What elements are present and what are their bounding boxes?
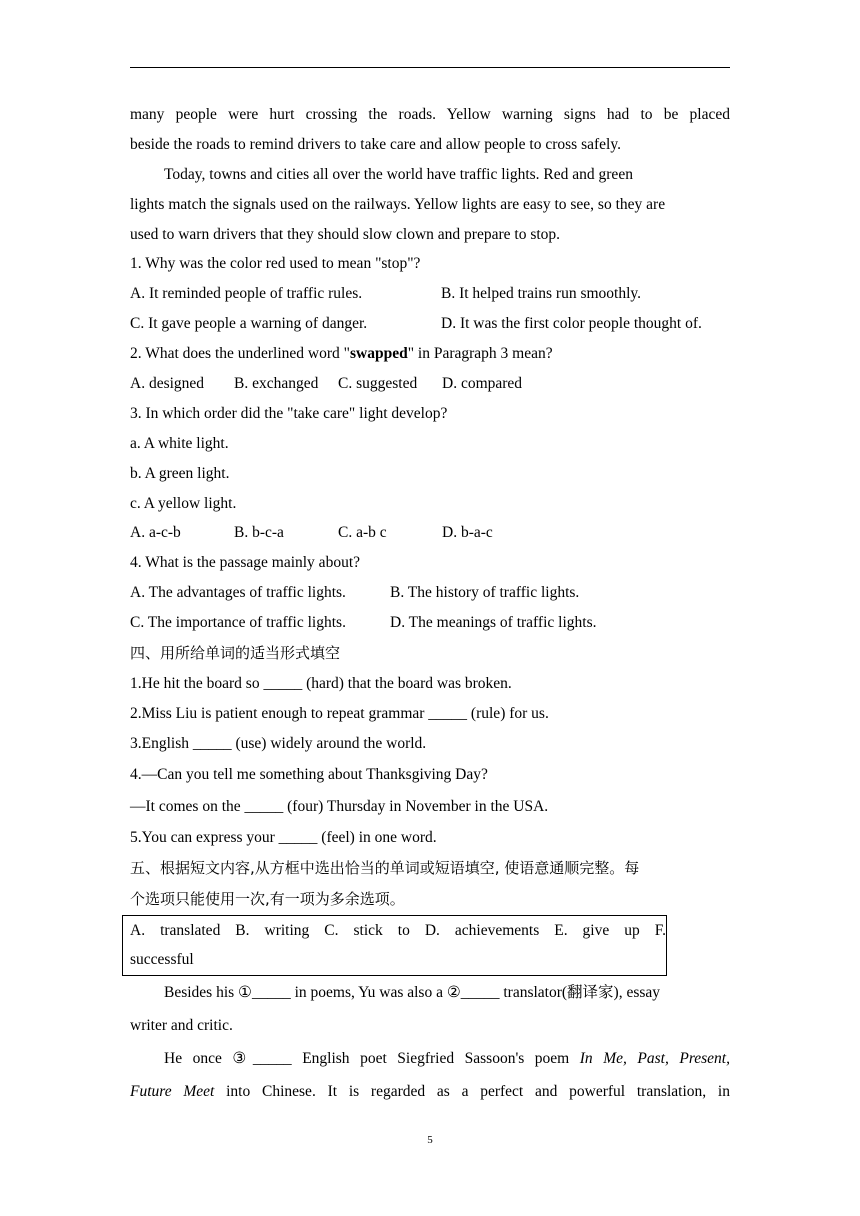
question-1-option-a: A. It reminded people of traffic rules. <box>130 285 363 303</box>
question-2-option-b: B. exchanged <box>234 375 319 393</box>
question-3-options <box>130 518 730 548</box>
question-4-option-d: D. The meanings of traffic lights. <box>390 614 597 632</box>
question-2-stem-pre: 2. What does the underlined word " <box>130 345 350 363</box>
question-1-option-c: C. It gave people a warning of danger. <box>130 315 368 333</box>
page-number: 5 <box>427 1134 433 1146</box>
section-5-text: into Chinese. It is regarded as a perfect and powerful translation, in <box>214 1082 730 1100</box>
page-content <box>130 100 730 1108</box>
word-bank-box <box>122 915 667 976</box>
section-4-item: —It comes on the _____ (four) Thursday in November in the USA. <box>130 797 549 815</box>
section-5-paragraph-line <box>130 1042 730 1075</box>
header-rule <box>130 67 730 68</box>
passage-line: beside the roads to remind drivers to take care and allow people to cross safely. <box>130 135 621 153</box>
question-4-option-b: B. The history of traffic lights. <box>390 584 580 602</box>
poem-title-part-1: In Me, Past, Present, <box>579 1049 730 1067</box>
question-2-option-c: C. suggested <box>338 375 418 393</box>
section-5-heading-line-2: 个选项只能使用一次,有一项为多余选项。 <box>130 889 405 908</box>
question-1-option-b: B. It helped trains run smoothly. <box>441 285 642 303</box>
question-1-stem: 1. Why was the color red used to mean "stop"? <box>130 255 421 273</box>
word-bank-line-2: successful <box>130 951 194 969</box>
section-5-heading-line-1: 五、根据短文内容,从方框中选出恰当的单词或短语填空, 使语意通顺完整。每 <box>130 858 640 877</box>
question-3-item-b: b. A green light. <box>130 464 230 482</box>
section-5-paragraph-line: writer and critic. <box>130 1016 233 1034</box>
question-3-item-c: c. A yellow light. <box>130 494 237 512</box>
question-3-option-b: B. b-c-a <box>234 524 284 542</box>
question-1-options-row-2 <box>130 309 730 339</box>
question-2-option-d: D. compared <box>442 375 523 393</box>
question-4-option-a: A. The advantages of traffic lights. <box>130 584 346 602</box>
section-4-item: 4.—Can you tell me something about Thanksgiving Day? <box>130 765 488 783</box>
section-4-item: 1.He hit the board so _____ (hard) that the board was broken. <box>130 675 512 693</box>
section-5-paragraph-line <box>130 1075 730 1108</box>
section-4-heading: 四、用所给单词的适当形式填空 <box>130 644 341 663</box>
section-4-item: 3.English _____ (use) widely around the world. <box>130 734 427 752</box>
question-3-option-d: D. b-a-c <box>442 524 493 542</box>
question-3-option-c: C. a-b c <box>338 524 387 542</box>
question-4-option-c: C. The importance of traffic lights. <box>130 614 346 632</box>
word-bank-line-1: A. translated B. writing C. stick to D. achievements E. give up F. <box>130 921 666 939</box>
poem-title-part-2: Future Meet <box>130 1082 215 1100</box>
question-1-option-d: D. It was the first color people thought of. <box>441 315 702 333</box>
question-2-options <box>130 369 730 399</box>
passage-line: lights match the signals used on the railways. Yellow lights are easy to see, so they are <box>130 195 666 213</box>
section-4-item: 2.Miss Liu is patient enough to repeat grammar _____ (rule) for us. <box>130 704 549 722</box>
question-2-stem-post: " in Paragraph 3 mean? <box>407 345 553 363</box>
question-4-options-row-1 <box>130 578 730 608</box>
question-2-keyword: swapped <box>349 345 408 363</box>
passage-line: used to warn drivers that they should slow clown and prepare to stop. <box>130 225 561 243</box>
passage-line: many people were hurt crossing the roads. Yellow warning signs had to be placed <box>130 106 730 123</box>
question-3-item-a: a. A white light. <box>130 434 229 452</box>
passage-line: Today, towns and cities all over the world have traffic lights. Red and green <box>164 165 633 183</box>
section-5-text: He once ③_____ English poet Siegfried Sassoon's poem <box>164 1049 580 1067</box>
section-4-item: 5.You can express your _____ (feel) in one word. <box>130 828 437 846</box>
question-3-option-a: A. a-c-b <box>130 524 181 542</box>
question-1-options-row-1 <box>130 279 730 309</box>
section-5-paragraph-line: Besides his ①_____ in poems, Yu was also a ②_____ translator(翻译家), essay <box>164 983 661 1001</box>
question-4-stem: 4. What is the passage mainly about? <box>130 554 361 572</box>
question-2-option-a: A. designed <box>130 375 205 393</box>
question-3-stem: 3. In which order did the "take care" light develop? <box>130 404 448 422</box>
question-4-options-row-2 <box>130 608 730 638</box>
question-2-stem <box>130 339 730 369</box>
